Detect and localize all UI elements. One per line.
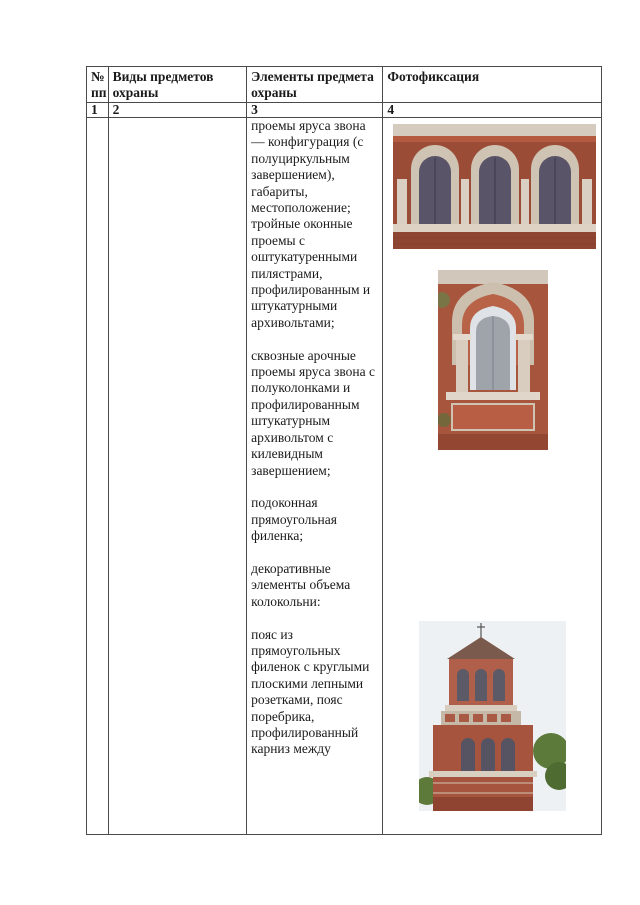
- bell-tower-photo: [419, 621, 566, 811]
- header-number: № пп: [87, 67, 109, 103]
- paragraph: декоративные элементы объема колокольни:: [251, 560, 351, 609]
- protection-elements-table: [86, 66, 602, 835]
- cell-number: [87, 118, 109, 835]
- paragraph: пояс из прямоугольных филенок с круглыми плоскими лепными розетками, пояс поребрика, профилированный карниз между: [251, 626, 370, 757]
- table-row: [87, 118, 602, 835]
- triple-arch-window-photo: [393, 124, 596, 249]
- header-row: [87, 67, 602, 103]
- header-photo-fixation: Фотофиксация: [383, 67, 602, 103]
- paragraph: сквозные арочные проемы яруса звона с полуколонками и профилированным штукатурным архивольтом с килевидным завершением;: [251, 347, 375, 478]
- paragraph: подоконная прямоугольная филенка;: [251, 495, 337, 544]
- header-protection-elements: Элементы предмета охраны: [247, 67, 383, 103]
- cell-protection-elements: [247, 118, 383, 835]
- cell-photos: [383, 118, 602, 835]
- column-number-1: 1: [87, 103, 109, 118]
- paragraph: проемы яруса звона — конфигурация (с полуциркульным завершением), габариты, местоположение; тройные оконные проемы с оштукатуренными пилястрами, профилированным и штукатурными архивольтами;: [251, 118, 371, 330]
- arched-opening-photo: [438, 270, 548, 450]
- column-number-row: [87, 103, 602, 118]
- header-protection-types: Виды предметов охраны: [108, 67, 246, 103]
- cell-protection-type: [108, 118, 246, 835]
- column-number-3: 3: [247, 103, 383, 118]
- column-number-2: 2: [108, 103, 246, 118]
- column-number-4: 4: [383, 103, 602, 118]
